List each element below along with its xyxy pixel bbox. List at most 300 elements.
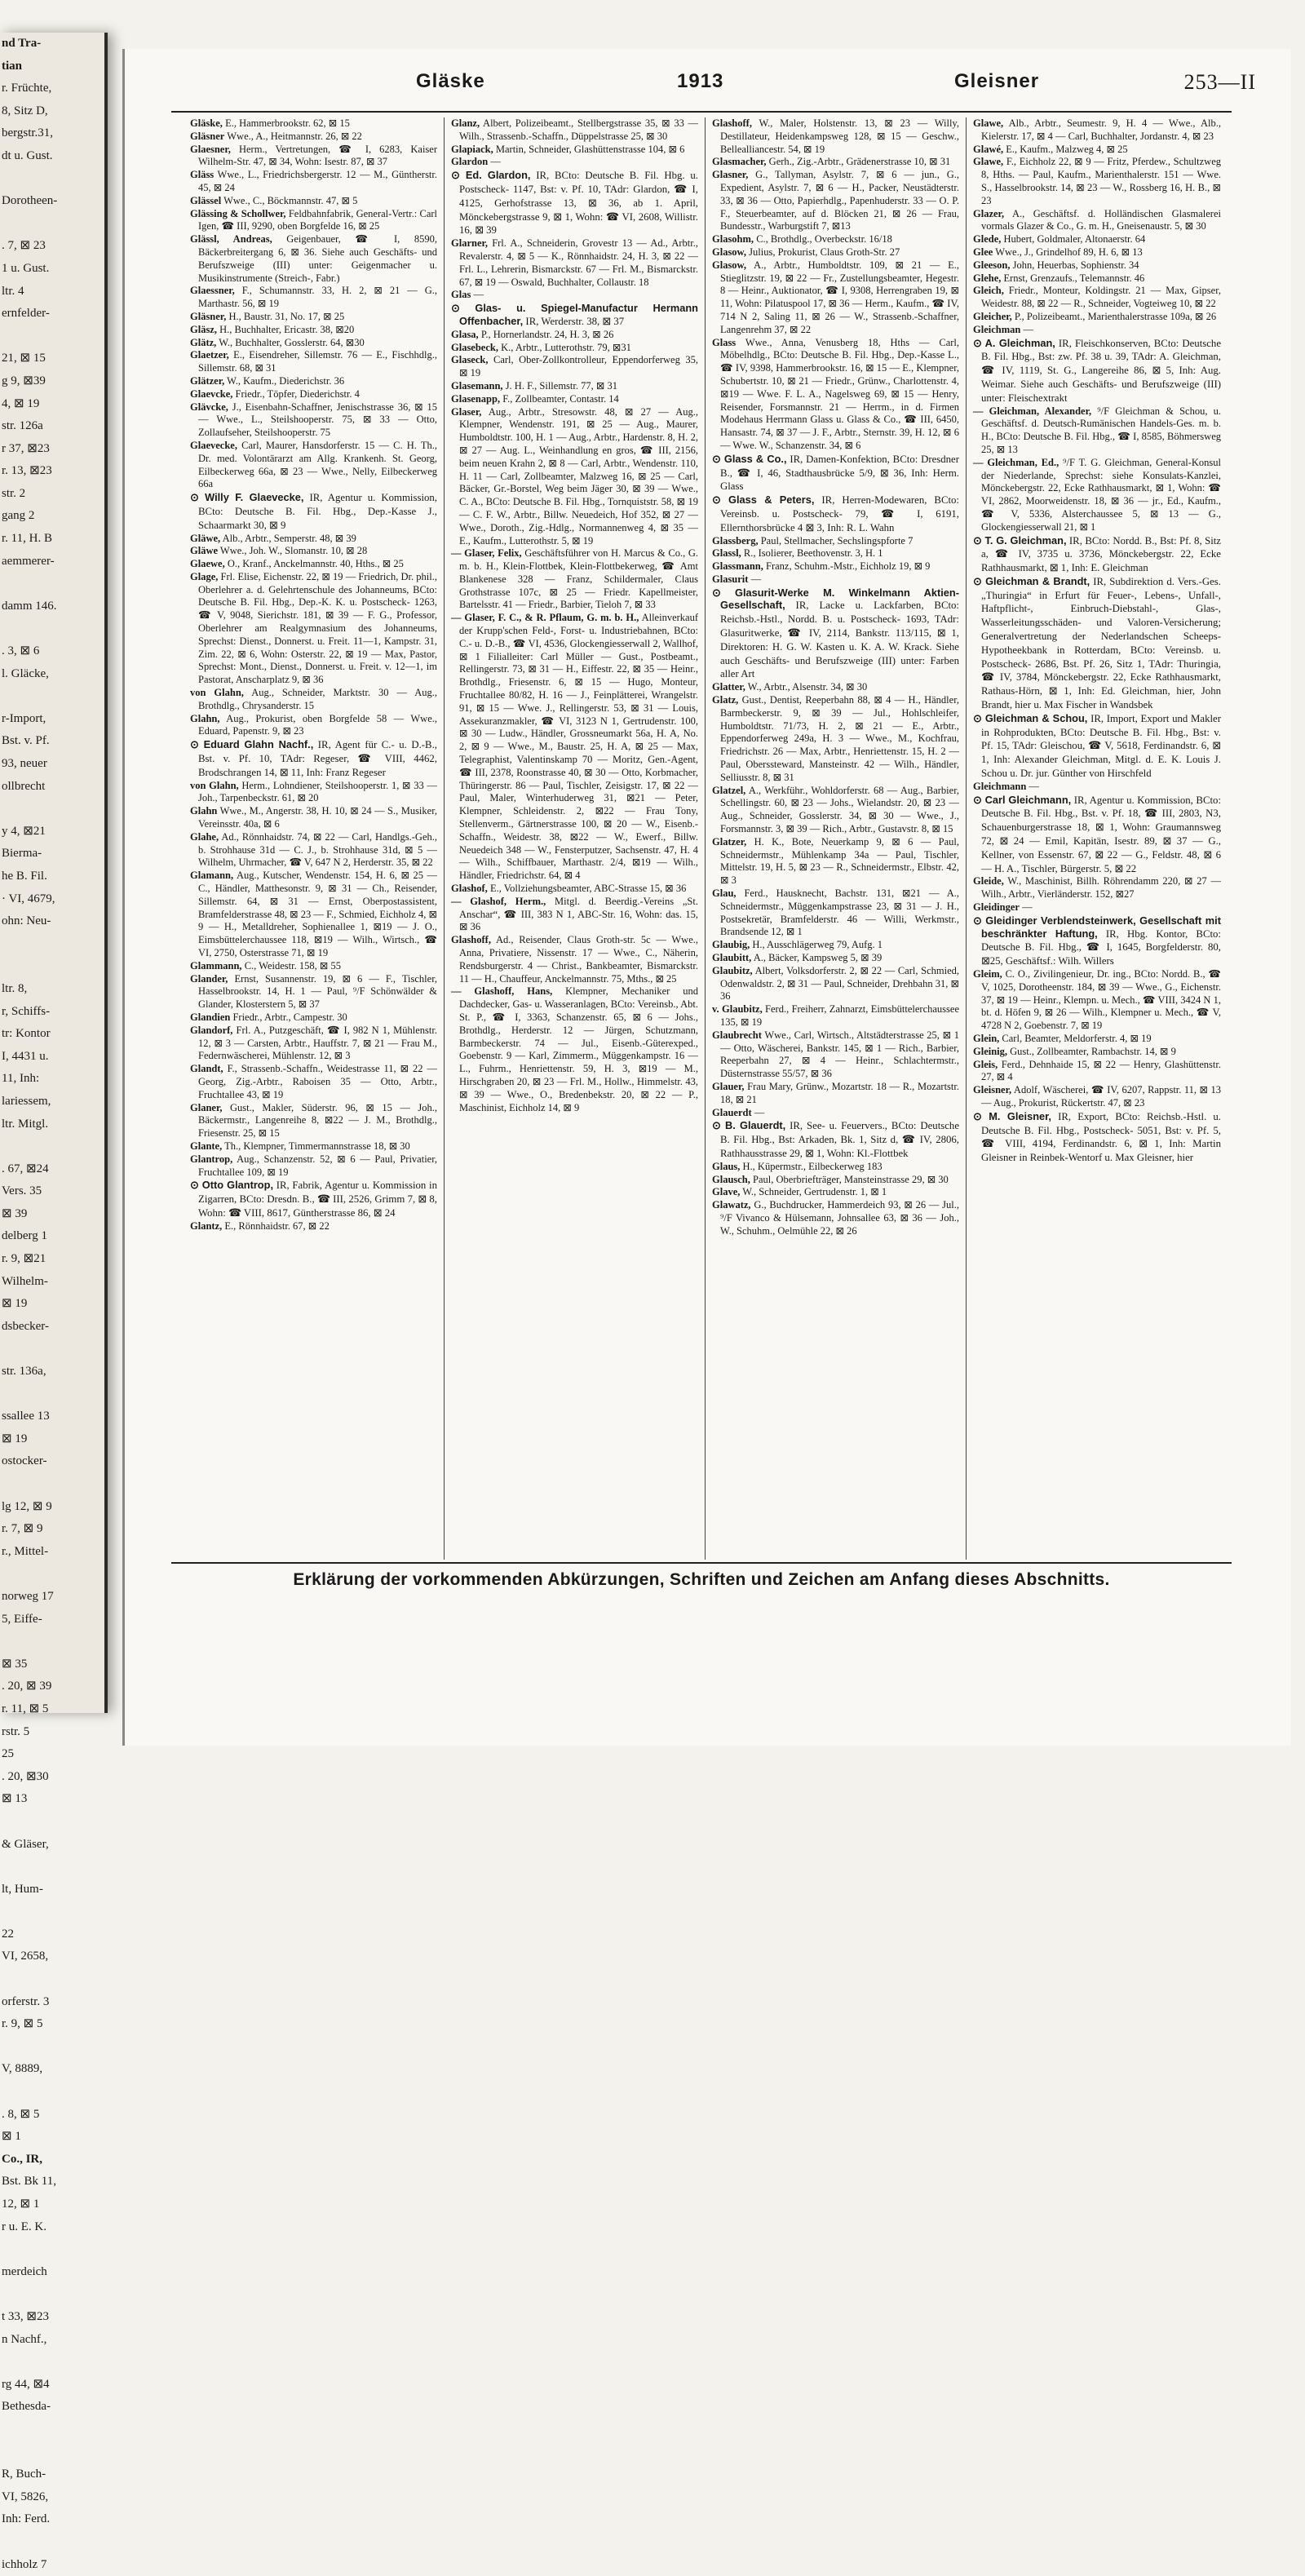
column-3 bbox=[706, 117, 967, 1560]
directory-entry bbox=[451, 985, 698, 1114]
facing-page-fragment: dsbecker- bbox=[0, 1316, 104, 1339]
entry-details: K., Arbtr., Lutterothstr. 79, ⊠31 bbox=[498, 342, 631, 353]
facing-page-fragment: merdeich bbox=[0, 2261, 104, 2284]
entry-name: Glasow, bbox=[712, 259, 746, 271]
entry-details: E., Eisendreher, Sillemstr. 76 — E., Fischhdlg., Sillemstr. 68, ⊠ 31 bbox=[198, 349, 437, 374]
directory-entry bbox=[973, 144, 1221, 157]
facing-page-fragment: r, Schiffs- bbox=[0, 1001, 104, 1024]
facing-page-fragment: . 3, ⊠ 6 bbox=[0, 640, 104, 663]
facing-page-fragment: ⊠ 1 bbox=[0, 2126, 104, 2149]
firm-entry bbox=[712, 494, 959, 534]
entry-name: Glasner, bbox=[712, 169, 748, 180]
entry-details: Wwe., M., Angerstr. 38, H. 10, ⊠ 24 — S., Musiker, Vereinsstr. 40a, ⊠ 6 bbox=[198, 805, 437, 830]
entry-name: — Glaser, F. C., & R. Pflaum, G. m. b. H., bbox=[451, 612, 639, 623]
directory-entry bbox=[973, 117, 1221, 144]
header-rule bbox=[171, 111, 1232, 113]
entry-name: Glauer, bbox=[712, 1081, 744, 1092]
facing-page-fragment bbox=[0, 325, 104, 348]
facing-page-margin bbox=[0, 33, 108, 1713]
entry-name: Glaevecke, bbox=[190, 440, 237, 451]
entry-details: IR, See- u. Feuervers., BCto: Deutsche B. Fil. Hbg., Bst: Arkaden, Bk. 1, Sitz d, ☎ IV, 2806, Rathhausstrasse 29, ⊠ 1, Wohn: Kl.-Flottbek bbox=[720, 1120, 959, 1159]
entry-name: Glammann, bbox=[190, 960, 242, 972]
facing-page-fragment: Bst. Bk 11, bbox=[0, 2171, 104, 2193]
directory-entry bbox=[973, 324, 1221, 337]
entry-name: Glahe, bbox=[190, 831, 219, 843]
facing-page-fragment bbox=[0, 1968, 104, 1991]
entry-name: Glatter, bbox=[712, 681, 745, 693]
firm-entry bbox=[712, 586, 959, 682]
entry-name: Glede, bbox=[973, 233, 1001, 245]
entry-details: Wwe., Carl, Wirtsch., Altstädterstrasse 25, ⊠ 1 — Otto, Wäscherei, Bankstr. 145, ⊠ 1 — Rich., Barbier, Reeperbahn 27, ⊠ 4 — Heinr., Schlachtermstr., Düsternstrasse 55/57, ⊠ 36 bbox=[720, 1029, 959, 1079]
entry-details: O., Kranf., Anckelmannstr. 40, Hths., ⊠ 25 bbox=[225, 558, 404, 569]
entry-details: Aug., Arbtr., Stresowstr. 48, ⊠ 27 — Aug., Klempner, Wendenstr. 191, ⊠ 25 — Aug., Maurer, Humboldtstr. 100, H. 1 — Aug., Arbtr., Hardenstr. 8, H. 2, ⊠ 27 — Aug. L., Weinhandlung en gros, ☎ III, 2156, beim neuen Krahn 2, ⊠ 8 — Carl, Arbtr., Wendenstr. 110, H. 11 — Carl, Zollbeamter, Malzweg 16, ⊠ 25 — Carl, Bäcker, Gr.-Borstel, Weg beim Jäger 30, ⊠ 39 — Wwe., C. A., BCto: Deutsche B. Fil. Hbg., Tornquiststr. 58, ⊠ 19 — C. F. W., Arbtr., Billw. Neuedeich, Hof 352, ⊠ 27 — Wwe., Doroth., Zig.-Hdlg., Normannenweg 4, ⊠ 35 — E., Kaufm., Lutterothstr. 5, ⊠ 19 bbox=[459, 406, 698, 547]
entry-name: ⊙ Gleichman & Brandt, bbox=[973, 575, 1090, 587]
facing-page-fragment: ssallee 13 bbox=[0, 1405, 104, 1428]
entry-details: W., Buchhalter, Gosslerstr. 64, ⊠30 bbox=[216, 337, 365, 348]
entry-details: Alb., Arbtr., Seumestr. 9, H. 4 — Wwe., Alb., Kielerstr. 17, ⊠ 4 — Carl, Buchhalter, Jordanstr. 4, ⊠ 23 bbox=[981, 117, 1221, 142]
facing-page-fragment: 25 bbox=[0, 1743, 104, 1766]
directory-entry bbox=[190, 1220, 437, 1233]
directory-entry bbox=[190, 388, 437, 401]
facing-page-fragment: delberg 1 bbox=[0, 1225, 104, 1248]
directory-entry bbox=[190, 440, 437, 491]
entry-name: Glässl, Andreas, bbox=[190, 233, 272, 245]
entry-name: Glandorf, bbox=[190, 1025, 232, 1036]
directory-entry bbox=[973, 1084, 1221, 1110]
facing-page-fragment bbox=[0, 2081, 104, 2104]
directory-entry bbox=[190, 349, 437, 375]
facing-page-fragment: ⊠ 39 bbox=[0, 1203, 104, 1226]
entry-details: Alb., Arbtr., Semperstr. 48, ⊠ 39 bbox=[220, 533, 356, 544]
facing-page-fragment: rstr. 5 bbox=[0, 1721, 104, 1744]
directory-entry bbox=[190, 117, 437, 131]
entry-details: Frl. A., Putzgeschäft, ☎ I, 982 N 1, Mühlenstr. 12, ⊠ 3 — Carsten, Arbtr., Hauffstr. 7, ⊠ 21 — Frau M., Federnwäscherei, Mühlenstr. 12, ⊠ 3 bbox=[198, 1025, 437, 1062]
directory-entry bbox=[190, 144, 437, 170]
directory-entry bbox=[451, 354, 698, 380]
entry-details: IR, Agent für C.- u. D.-B., Bst. v. Pf. 10, TAdr: Regeser, ☎ VIII, 4462, Brodschrangen 14, ⊠ 11, Inh: Franz Regeser bbox=[198, 739, 437, 778]
entry-name: Glander, bbox=[190, 973, 228, 985]
entry-name: Glantrop, bbox=[190, 1153, 232, 1165]
entry-name: Glanz, bbox=[451, 117, 480, 129]
facing-page-fragment bbox=[0, 2036, 104, 2059]
facing-page-fragment bbox=[0, 1856, 104, 1879]
entry-name: Gleinig, bbox=[973, 1046, 1007, 1057]
entry-details: IR, Fabrik, Agentur u. Kommission in Zigarren, BCto: Dresdn. B., ☎ III, 2526, Grimm 7, ⊠ 8, Wohn: ☎ VIII, 8617, Güntherstrasse 86, ⊠ 24 bbox=[198, 1180, 437, 1219]
entry-details: — bbox=[752, 1107, 765, 1118]
entry-details: F., Strassenb.-Schaffn., Weidestrasse 11, ⊠ 22 — Georg, Zig.-Arbtr., Raboisen 35 — Otto, Arbtr., Fruchtallee 43, ⊠ 19 bbox=[198, 1063, 437, 1100]
facing-page-fragment: norweg 17 bbox=[0, 1586, 104, 1609]
entry-details: E., Vollziehungsbeamter, ABC-Strasse 15, ⊠ 36 bbox=[488, 883, 687, 894]
facing-page-fragment: tr: Kontor bbox=[0, 1023, 104, 1046]
entry-details: — bbox=[1020, 324, 1033, 335]
facing-page-fragment: 8, Sitz D, bbox=[0, 100, 104, 123]
directory-entry bbox=[190, 337, 437, 350]
facing-page-fragment: 12, ⊠ 1 bbox=[0, 2193, 104, 2216]
entry-details: IR, BCto: Nordd. B., Bst: Pf. 8, Sitz a, ☎ IV, 3735 u. 3736, Mönckebergstr. 22, Ecke Rathhausmarkt, ⊠ 1, Inh: E. Gleichman bbox=[981, 535, 1221, 574]
entry-name: Glävcke, bbox=[190, 401, 228, 413]
entry-details: G., Buchdrucker, Hammerdeich 93, ⊠ 26 — Jul., ⁹/F Vivanco & Hülsemann, Johnsallee 63, ⊠ 36 — Joh., W., Schuhm., Oelmühle 22, ⊠ 26 bbox=[720, 1199, 959, 1237]
entry-details: IR, Herren-Modewaren, BCto: Vereinsb. u. Postscheck- 79, ☎ I, 6191, Ellernthorsbrücke 4 ⊠ 3, Inh: R. L. Wahn bbox=[720, 494, 959, 533]
entry-name: Glashoff, bbox=[712, 117, 752, 129]
entry-name: Glawe, bbox=[973, 117, 1003, 129]
facing-page-fragment bbox=[0, 1383, 104, 1406]
facing-page-fragment: I, 4431 u. bbox=[0, 1046, 104, 1069]
directory-entry bbox=[712, 694, 959, 785]
entry-name: Glahn bbox=[190, 805, 217, 817]
directory-columns bbox=[184, 117, 1228, 1560]
directory-entry bbox=[451, 289, 698, 302]
entry-details: F., Schumannstr. 33, H. 2, ⊠ 21 — G., Marthastr. 56, ⊠ 19 bbox=[198, 285, 437, 309]
entry-details: Carl, Maurer, Hansdorferstr. 15 — C. H. Th., Dr. med. Volontärarzt am Allg. Krankenh. St. Georg, Eilbeckerweg 66a, ⊠ 23 — Wwe., Nelly, Eilbeckerweg 66a bbox=[198, 440, 437, 489]
directory-entry bbox=[712, 117, 959, 156]
entry-name: ⊙ Eduard Glahn Nachf., bbox=[190, 738, 313, 750]
facing-page-fragment bbox=[0, 933, 104, 956]
directory-entry bbox=[190, 960, 437, 973]
facing-page-fragment: r-Import, bbox=[0, 708, 104, 731]
firm-entry bbox=[973, 534, 1221, 575]
entry-details: Geigenbauer, ☎ I, 8590, Bäckerbreitergang 6, ⊠ 36. Siehe auch Geschäfts- und Berufszweige (III) unter: Geigenmacher u. Musikinstrumente (Streich-, Fabr.) bbox=[198, 233, 437, 283]
facing-page-fragment: ⊠ 35 bbox=[0, 1653, 104, 1676]
directory-entry bbox=[712, 952, 959, 965]
directory-entry bbox=[451, 342, 698, 355]
directory-entry bbox=[190, 1063, 437, 1101]
entry-details: Aug., Kutscher, Wendenstr. 154, H. 6, ⊠ 25 — C., Händler, Matthesonstr. 9, ⊠ 31 — Ch., Reisender, Sillemstr. 64, ⊠ 31 — Ernst, Oberpostassistent, Bramfelderstrasse 48, ⊠ 23 — F., Schmied, Eichholz 4, ⊠ 9 — H., Metalldreher, Sophienallee 1, ⊠19 — J. O., Eimsbüttelerchaussee 118, ⊠19 — Wilh., Wirtsch., ☎ VI, 2750, Osterstrasse 71, ⊠ 19 bbox=[198, 870, 437, 958]
directory-entry bbox=[190, 831, 437, 870]
facing-page-fragment bbox=[0, 955, 104, 978]
entry-name: Glaner, bbox=[190, 1102, 222, 1113]
directory-entry bbox=[973, 901, 1221, 914]
facing-page-fragment: r. 9, ⊠21 bbox=[0, 1248, 104, 1271]
facing-page-fragment bbox=[0, 617, 104, 640]
entry-details: Ernst, Grenzaufs., Telemannstr. 46 bbox=[1001, 272, 1144, 284]
directory-entry bbox=[973, 781, 1221, 794]
facing-page-fragment: Bierma- bbox=[0, 843, 104, 865]
entry-details: Carl, Beamter, Meldorferstr. 4, ⊠ 19 bbox=[999, 1033, 1151, 1044]
entry-details: P., Hornerlandstr. 24, H. 3, ⊠ 26 bbox=[479, 329, 614, 340]
facing-page-fragment: Vers. 35 bbox=[0, 1180, 104, 1203]
directory-entry bbox=[190, 533, 437, 546]
directory-entry bbox=[451, 883, 698, 896]
facing-page-fragment: ⊠ 13 bbox=[0, 1788, 104, 1811]
entry-details: Frau Mary, Grünw., Mozartstr. 18 — R., Mozartstr. 18, ⊠ 21 bbox=[720, 1081, 959, 1105]
directory-entry bbox=[190, 285, 437, 311]
facing-page-fragment: t 33, ⊠23 bbox=[0, 2306, 104, 2329]
facing-page-fragment: y 4, ⊠21 bbox=[0, 821, 104, 843]
directory-entry bbox=[451, 393, 698, 406]
entry-name: Glässing & Schollwer, bbox=[190, 208, 286, 219]
entry-details: Wwe., Anna, Venusberg 18, Hths — Carl, Möbelhdlg., BCto: Deutsche B. Fil. Hbg., Dep.-Kasse L., ☎ IV, 9398, Hammerbrookstr. 16, ⊠ 15 — E., Klempner, Schubertstr. 10, ⊠ 21 — Friedr., Grünw., Charlottenstr. 4, ⊠19 — Wwe. F. L. A., Nagelsweg 69, ⊠ 15 — Henry, Reisender, Forsmannstr. 21 — Herrm., in d. Firmen Modehaus Herrmann Glass u. Glass & Co., ☎ III, 6450, Hansastr. 74, ⊠ 37 — J. F., Arbtr., Sternstr. 39, H. 12, ⊠ 6 — Wwe. W., Schanzenstr. 34, ⊠ 6 bbox=[720, 337, 959, 451]
facing-page-fragment bbox=[0, 2238, 104, 2261]
directory-entry bbox=[973, 457, 1221, 534]
facing-page-fragment: r., Mittel- bbox=[0, 1541, 104, 1564]
entry-details: H., Ausschlägerweg 79, Aufg. 1 bbox=[750, 939, 883, 950]
entry-details: W., Kaufm., Diederichstr. 36 bbox=[224, 375, 344, 387]
entry-details: — bbox=[471, 289, 484, 300]
entry-name: Glässel bbox=[190, 195, 221, 206]
directory-entry bbox=[190, 233, 437, 285]
entry-details: W., Maschinist, Billh. Röhrendamm 220, ⊠ 27 — Wilh., Arbtr., Vierländerstr. 152, ⊠27 bbox=[981, 875, 1221, 900]
entry-details: Ad., Reisender, Claus Groth-str. 5c — Wwe., Anna, Privatiere, Nissenstr. 17 — Wwe., C., Näherin, Rendsburgerstr. 4 — Christ., Bankbeamter, Bismarckstr. 11 — H., Chauffeur, Anckelmannstr. 75, Mths., ⊠ 25 bbox=[459, 934, 698, 984]
directory-entry bbox=[190, 870, 437, 960]
directory-entry bbox=[973, 272, 1221, 285]
entry-details: Paul, Oberbriefträger, Mansteinstrasse 29, ⊠ 30 bbox=[750, 1174, 949, 1185]
directory-entry bbox=[190, 1011, 437, 1025]
entry-name: Gläwe, bbox=[190, 533, 220, 544]
entry-name: Glasa, bbox=[451, 329, 479, 340]
entry-details: — bbox=[748, 573, 761, 585]
entry-name: Glasenapp, bbox=[451, 393, 500, 405]
abbreviations-note: Erklärung der vorkommenden Abkürzungen, Schriften und Zeichen am Anfang dieses Abschnitts. bbox=[171, 1570, 1232, 1590]
entry-details: IR, Werderstr. 38, ⊠ 37 bbox=[523, 316, 624, 327]
directory-entry bbox=[712, 259, 959, 337]
directory-entry bbox=[973, 259, 1221, 272]
entry-details: Mitgl. d. Beerdig.-Vereins „St. Anschar“, ☎ III, 383 N 1, ABC-Str. 16, Wohn: das. 15, ⊠ 36 bbox=[459, 896, 698, 933]
facing-page-fragment: ernfelder- bbox=[0, 303, 104, 325]
directory-entry bbox=[712, 547, 959, 560]
entry-details: J., Eisenbahn-Schaffner, Jenischstrasse 36, ⊠ 15 — Wwe., L., Steilshooperstr. 75, ⊠ 33 — Otto, Zollaufseher, Steilshooperstr. 75 bbox=[198, 401, 437, 439]
page-number: 253—II bbox=[1184, 70, 1256, 95]
directory-entry bbox=[190, 1140, 437, 1153]
facing-page-fragment: Co., IR, bbox=[0, 2149, 104, 2171]
facing-page-fragment: damm 146. bbox=[0, 595, 104, 618]
entry-name: Glandt, bbox=[190, 1063, 223, 1074]
firm-entry bbox=[973, 712, 1221, 781]
facing-page-fragment bbox=[0, 1901, 104, 1923]
entry-details: IR, Subdirektion d. Vers.-Ges. „Thuringia“ in Erfurt für Feuer-, Lebens-, Unfall-, Haftpflicht-, Einbruch-Diebstahl-, Glas-, Wasserleitungsschäden- und Valoren-Versicherung; Generalvertretung der Nederlandschen Scheeps-Hypotheekbank in Rotterdam, BCto: Vereinsb. u. Postscheck- 2686, Bst. Pf. 26, Sitz 1, TAdr: Thuringia, ☎ IV, 3784, Mönckebergstr. 22, Ecke Rathhausmarkt, Rathaus-Hörn, ⊠ 1, Inh: Ed. Gleichman, hier, John Brandt, hier u. Max Fischer in Wandsbek bbox=[981, 576, 1221, 710]
entry-name: Gleichmann bbox=[973, 781, 1026, 792]
entry-details: E., Rönnhaidstr. 67, ⊠ 22 bbox=[222, 1220, 330, 1232]
entry-details: IR, Agentur u. Kommission, BCto: Deutsche B. Fil. Hbg., Dep.-Kasse J., Schaarmarkt 30, ⊠ 9 bbox=[198, 492, 437, 531]
facing-page-fragment: r u. E. K. bbox=[0, 2216, 104, 2239]
facing-page-fragment: ⊠ 19 bbox=[0, 1293, 104, 1316]
facing-page-fragment: bergstr.31, bbox=[0, 122, 104, 145]
entry-details: R., Isolierer, Beethovenstr. 3, H. 1 bbox=[741, 547, 883, 559]
entry-details: IR, Lacke u. Lackfarben, BCto: Reichsb.-Hstl., Nordd. B. u. Postscheck- 1693, TAdr: Glasuritwerke, ☎ IV, 2114, Bankstr. 113/115, ⊠ 1, Direktoren: H. G. W. Kasten u. K. A. W. Krack. Siehe auch Geschäfts- und Berufszweige (III) unter: Farben aller Art bbox=[720, 600, 959, 679]
entry-details: H., Küpermstr., Eilbeckerweg 183 bbox=[740, 1161, 882, 1172]
facing-page-fragment: r 37, ⊠23 bbox=[0, 438, 104, 461]
entry-name: Glawatz, bbox=[712, 1199, 751, 1211]
entry-name: Glaser, bbox=[451, 406, 481, 418]
entry-name: Glaetzer, bbox=[190, 349, 229, 361]
entry-name: von Glahn, bbox=[190, 687, 244, 698]
facing-page-fragment: g 9, ⊠39 bbox=[0, 370, 104, 393]
entry-name: Glaewe, bbox=[190, 558, 225, 569]
directory-entry bbox=[190, 1102, 437, 1140]
entry-details: IR, Export, BCto: Reichsb.-Hstl. u. Deutsche B. Fil. Hbg., Postscheck- 5051, Bst: v. Pf. 5, ☎ VIII, 4194, Ferdinandstr. 6, ⊠ 1, Inh: Martin Gleisner in Reinbek-Wentorf u. Max Gleisner, hier bbox=[981, 1111, 1221, 1163]
entry-name: Gläss bbox=[190, 169, 214, 180]
directory-entry bbox=[451, 237, 698, 289]
entry-name: Glawe, bbox=[973, 156, 1003, 167]
entry-name: ⊙ Willy F. Glaevecke, bbox=[190, 491, 303, 503]
entry-name: Glarner, bbox=[451, 237, 488, 249]
facing-page-fragment: dt u. Gust. bbox=[0, 145, 104, 168]
entry-name: Glaus, bbox=[712, 1161, 740, 1172]
entry-details: H. K., Bote, Neuerkamp 9, ⊠ 6 — Paul, Schneidermstr., Mühlenkamp 34a — Paul, Tischler, Mittelstr. 19, H. 5, ⊠ 23 — R., Schneidermstr., Elbstr. 42, ⊠ 3 bbox=[720, 836, 959, 886]
entry-details: C. O., Zivilingenieur, Dr. ing., BCto: Nordd. B., ☎ V, 1025, Dorotheenstr. 184, ⊠ 39 — Wwe., G., Eichenstr. 37, ⊠ 19 — Heinr., Klempn. u. Mech., ☎ VIII, 3424 N 1, bt. d. Höfen 9, ⊠ 26 — Wilh., Klempner u. Mech., ☎ V, 4728 N 2, Goebenstr. 7, ⊠ 19 bbox=[981, 968, 1221, 1031]
entry-name: ⊙ Ed. Glardon, bbox=[451, 169, 530, 181]
entry-name: Gleeson, bbox=[973, 259, 1010, 271]
firm-entry bbox=[973, 794, 1221, 876]
entry-name: — Gleichman, Alexander, bbox=[973, 405, 1091, 417]
firm-entry bbox=[712, 1119, 959, 1160]
entry-name: ⊙ Otto Glantrop, bbox=[190, 1179, 273, 1191]
firm-entry bbox=[973, 1110, 1221, 1165]
directory-entry bbox=[712, 246, 959, 259]
firm-entry bbox=[451, 169, 698, 237]
entry-details: E., Kaufm., Malzweg 4, ⊠ 25 bbox=[1003, 144, 1127, 155]
entry-name: Glaubig, bbox=[712, 939, 750, 950]
facing-page-fragment: . 20, ⊠30 bbox=[0, 1766, 104, 1789]
entry-name: ⊙ Glasurit-Werke M. Winkelmann Aktien-Gesellschaft, bbox=[712, 586, 959, 612]
directory-entry bbox=[190, 208, 437, 234]
directory-entry bbox=[712, 169, 959, 233]
facing-page-fragment: aemmerer- bbox=[0, 551, 104, 573]
entry-details: IR, Fleischkonserven, BCto: Deutsche B. Fil. Hbg., Bst: zw. Pf. 38 u. 39, TAdr: A. Gleichman, ☎ IV, 1119, St. G., Langereihe 86, ⊠ 5, Inh: Aug. Weimar. Siehe auch Geschäfts- und Berufszweige (III) unter: Fleischextrakt bbox=[981, 338, 1221, 404]
entry-name: ⊙ A. Gleichman, bbox=[973, 337, 1055, 349]
directory-entry bbox=[712, 573, 959, 586]
directory-entry bbox=[973, 968, 1221, 1033]
entry-details: Adolf, Wäscherei, ☎ IV, 6207, Rappstr. 11, ⊠ 13 — Aug., Prokurist, Rückertstr. 47, ⊠ 23 bbox=[981, 1084, 1221, 1109]
entry-name: Glas bbox=[451, 289, 471, 300]
directory-entry bbox=[712, 1029, 959, 1081]
entry-details: IR, Import, Export und Makler in Rohprodukten, BCto: Deutsche B. Fil. Hbg., Bst: v. Pf. 15, TAdr: Gleischou, ☎ V, 5618, Ferdinandstr. 6, ⊠ 1, Inh: Alexander Gleichman, Mitgl. d. E. K. Louis J. Schou u. Dr. jur. Günther von Hirschfeld bbox=[981, 713, 1221, 779]
directory-entry bbox=[451, 547, 698, 612]
facing-page-fragment: lariessem, bbox=[0, 1091, 104, 1113]
entry-name: Gleis, bbox=[973, 1059, 998, 1070]
facing-page-fragment: he B. Fil. bbox=[0, 865, 104, 888]
directory-entry bbox=[190, 545, 437, 558]
directory-entry bbox=[190, 375, 437, 388]
facing-page-fragment: . 8, ⊠ 5 bbox=[0, 2104, 104, 2127]
entry-name: Gleicher, bbox=[973, 311, 1012, 322]
entry-details: G., Tallyman, Asylstr. 7, ⊠ 6 — jun., G., Expedient, Asylstr. 7, ⊠ 6 — H., Packer, Neustädterstr. 33, ⊠ 36 — Otto, Papierhdlg., Papenhuderstr. 33 — O. P. F., Steuerbeamter, auf d. Blöcken 21, ⊠ 26 — Frau, Bundesstr., Warburgstift 7, ⊠13 bbox=[720, 169, 959, 232]
directory-entry bbox=[712, 1107, 959, 1120]
entry-details: Feldbahnfabrik, General-Vertr.: Carl Igen, ☎ III, 9290, oben Borgfelde 16, ⊠ 25 bbox=[198, 208, 437, 232]
directory-entry bbox=[973, 233, 1221, 246]
directory-entry bbox=[451, 380, 698, 393]
entry-name: Gläwe bbox=[190, 545, 218, 556]
facing-page-fragment: ostocker- bbox=[0, 1450, 104, 1473]
entry-name: Gläsner, bbox=[190, 311, 226, 322]
facing-page-fragment bbox=[0, 2531, 104, 2554]
entry-details: Friedr., Arbtr., Campestr. 30 bbox=[230, 1011, 347, 1023]
facing-page-fragment: nd Tra- bbox=[0, 33, 104, 55]
entry-name: Glave, bbox=[712, 1186, 740, 1197]
entry-name: ⊙ T. G. Gleichman, bbox=[973, 534, 1067, 547]
entry-name: Glaevcke, bbox=[190, 388, 232, 400]
entry-details: Albert, Polizeibeamt., Stellbergstrasse 35, ⊠ 33 — Wilh., Strassenb.-Schaffn., Düppelstrasse 25, ⊠ 30 bbox=[459, 117, 698, 142]
facing-page-fragment: 93, neuer bbox=[0, 753, 104, 776]
entry-details: Herm., Vertretungen, ☎ I, 6283, Kaiser Wilhelm-Str. 47, ⊠ 34, Wohn: Isestr. 87, ⊠ 37 bbox=[198, 144, 437, 168]
facing-page-fragment: Bethesda- bbox=[0, 2396, 104, 2419]
facing-page-fragment: tian bbox=[0, 55, 104, 78]
entry-name: ⊙ M. Gleisner, bbox=[973, 1110, 1051, 1122]
firm-entry bbox=[973, 337, 1221, 405]
directory-entry bbox=[712, 1081, 959, 1107]
entry-details: A., Arbtr., Humboldtstr. 109, ⊠ 21 — E., Stieglitzstr. 19, ⊠ 22 — Fr., Zustellungsbeamter, Hegestr. 8 — Heinr., Auktionator, ☎ I, 9308, Herrengraben 19, ⊠ 11, Wohn: Pilatuspool 17, ⊠ 36 — Herm., Kaufm., ☎ IV, 714 N 2, Saling 11, ⊠ 26 — W., Strassenb.-Schaffner, Langenrehm 37, ⊠ 22 bbox=[720, 259, 959, 335]
entry-details: W., Schneider, Gertrudenstr. 1, ⊠ 1 bbox=[740, 1186, 887, 1197]
entry-name: Gleichman bbox=[973, 324, 1020, 335]
entry-name: Glau, bbox=[712, 887, 737, 899]
facing-page-fragment: ohn: Neu- bbox=[0, 910, 104, 933]
directory-entry bbox=[973, 875, 1221, 901]
directory-entry bbox=[973, 208, 1221, 234]
entry-details: F., Zollbeamter, Contastr. 14 bbox=[500, 393, 619, 405]
entry-name: Glazer, bbox=[973, 208, 1004, 219]
entry-name: Gleidinger bbox=[973, 901, 1020, 913]
directory-entry bbox=[712, 337, 959, 453]
directory-entry bbox=[451, 934, 698, 985]
entry-name: Glaesner, bbox=[190, 144, 231, 155]
entry-details: Ferd., Freiherr, Zahnarzt, Eimsbüttelerchaussee 135, ⊠ 19 bbox=[720, 1003, 959, 1028]
facing-page-fragment: . 20, ⊠ 39 bbox=[0, 1675, 104, 1698]
firm-entry bbox=[973, 575, 1221, 712]
facing-page-fragment bbox=[0, 1631, 104, 1653]
firm-entry bbox=[190, 1179, 437, 1219]
facing-page-fragment: ichholz 7 bbox=[0, 2554, 104, 2576]
facing-page-fragment: R, Buch- bbox=[0, 2463, 104, 2486]
facing-page-fragment bbox=[0, 2283, 104, 2306]
entry-details: C., Brothdlg., Overbeckstr. 16/18 bbox=[754, 233, 892, 245]
entry-name: Glasurit bbox=[712, 573, 748, 585]
directory-entry bbox=[712, 1186, 959, 1199]
facing-page-fragment: 22 bbox=[0, 1923, 104, 1946]
facing-page-fragment bbox=[0, 1338, 104, 1361]
facing-page-fragment: 11, Inh: bbox=[0, 1068, 104, 1091]
entry-name: ⊙ Glass & Co., bbox=[712, 453, 787, 465]
entry-name: ⊙ Gleichman & Schou, bbox=[973, 712, 1087, 724]
entry-details: Albert, Volksdorferstr. 2, ⊠ 22 — Carl, Schmied, Odenwaldstr. 2, ⊠ 31 — Paul, Schneider, Drehbahn 31, ⊠ 36 bbox=[720, 965, 959, 1003]
entry-name: Glasmacher, bbox=[712, 156, 767, 167]
facing-page-fragment: lg 12, ⊠ 9 bbox=[0, 1496, 104, 1519]
facing-page-fragment bbox=[0, 1563, 104, 1586]
entry-name: — Glashof, Herm., bbox=[451, 896, 546, 907]
entry-details: Herm., Lohndiener, Steilshooperstr. 1, ⊠ 33 — Joh., Tarpenbeckstr. 61, ⊠ 20 bbox=[198, 780, 437, 804]
firm-entry bbox=[973, 914, 1221, 968]
facing-page-fragment: Inh: Ferd. bbox=[0, 2508, 104, 2531]
entry-name: Glasebeck, bbox=[451, 342, 498, 353]
facing-page-fragment bbox=[0, 1135, 104, 1158]
entry-details: IR, Hbg. Kontor, BCto: Deutsche B. Fil. Hbg., ☎ I, 1645, Borgfelderstr. 80, ⊠25, Geschäftsf.: Wilh. Willers bbox=[981, 928, 1221, 967]
entry-details: Klempner, Mechaniker und Dachdecker, Gas- u. Wasseranlagen, BCto: Vereinsb., Abt. St. P., ☎ I, 3363, Schanzenstr. 65, ⊠ 6 — Johs., Brothdlg., Herderstr. 12 — Jürgen, Schutzmann, Barmbeckerstr. 74 — Jul., Eisenb.-Güterexped., Goebenstr. 9 — Karl, Zimmerm., Müggenkampstr. 16 — L., Fuhrm., Henriettenstr. 59, H. 3, ⊠19 — M., Hirschgraben 20, ⊠ 23 — Frl. M., Hollw., Himmelstr. 43, ⊠ 39 — Wwe., O., Bredenbekstr. 20, ⊠ 22 — P., Maschinist, Eichholz 14, ⊠ 9 bbox=[459, 985, 698, 1113]
entry-name: Glein, bbox=[973, 1033, 999, 1044]
facing-page-fragment bbox=[0, 1811, 104, 1834]
entry-name: Glee bbox=[973, 246, 993, 258]
entry-details: Wwe., C., Böckmannstr. 47, ⊠ 5 bbox=[221, 195, 357, 206]
directory-entry bbox=[451, 329, 698, 342]
entry-name: Glandien bbox=[190, 1011, 230, 1023]
header-year: 1913 bbox=[677, 70, 723, 93]
entry-details: F., Eichholz 22, ⊠ 9 — Fritz, Pferdew., Schultzweg 8, Hths. — Paul, Kaufm., Marienthalerstr. 151 — Wwe. S., Hasselbrookstr. 14, ⊠ 23 — W., Rossberg 16, H. B., ⊠ 23 bbox=[981, 156, 1221, 206]
entry-name: Glaseck, bbox=[451, 354, 488, 365]
facing-page-fragment: r. 11, H. B bbox=[0, 528, 104, 551]
entry-name: Glassmann, bbox=[712, 560, 763, 572]
directory-entry bbox=[190, 324, 437, 337]
facing-page-fragment bbox=[0, 685, 104, 708]
entry-details: Wwe., Joh. W., Slomanstr. 10, ⊠ 28 bbox=[218, 545, 367, 556]
directory-entry bbox=[973, 311, 1221, 324]
directory-entry bbox=[451, 144, 698, 157]
directory-entry bbox=[712, 965, 959, 1003]
entry-name: Glatz, bbox=[712, 694, 738, 706]
entry-name: Glaessner, bbox=[190, 285, 235, 296]
entry-details: IR, Agentur u. Kommission, BCto: Deutsche B. Fil. Hbg., Bst. v. Pf. 18, ☎ III, 2803, N3, Schauenburgerstrasse 18, ⊠ 1, Wohn: Graumannsweg 72, ⊠ 24 — Emil, Kapitän, Isestr. 89, ⊠ 37 — G., Kellner, von Essenstr. 67, ⊠ 22 — G., Feldstr. 48, ⊠ 6 — H. A., Tischler, Bürgerstr. 5, ⊠ 22 bbox=[981, 794, 1221, 874]
firm-entry bbox=[451, 302, 698, 329]
entry-details: Aug., Schanzenstr. 52, ⊠ 6 — Paul, Privatier, Fruchtallee 109, ⊠ 19 bbox=[198, 1153, 437, 1178]
entry-details: A., Werkführ., Wohldorferstr. 68 — Aug., Barbier, Schellingstr. 60, ⊠ 23 — Johs., Wielandstr. 20, ⊠ 23 — Aug., Schneider, Gosslerstr. 34, ⊠ 30 — Wwe., J., Forsmannstr. 3, ⊠ 39 — Rich., Arbtr., Gustavstr. 8, ⊠ 15 bbox=[720, 785, 959, 834]
entry-details: Ferd., Hausknecht, Bachstr. 131, ⊠21 — A., Schneidermstr., Müggenkampstrasse 23, ⊠ 31 — J. H., Postsekretär, Bramfelderstr. 46 — Willi, Werkmstr., Brandsende 12, ⊠ 1 bbox=[720, 887, 959, 937]
facing-page-fragment: ⊠ 19 bbox=[0, 1428, 104, 1451]
